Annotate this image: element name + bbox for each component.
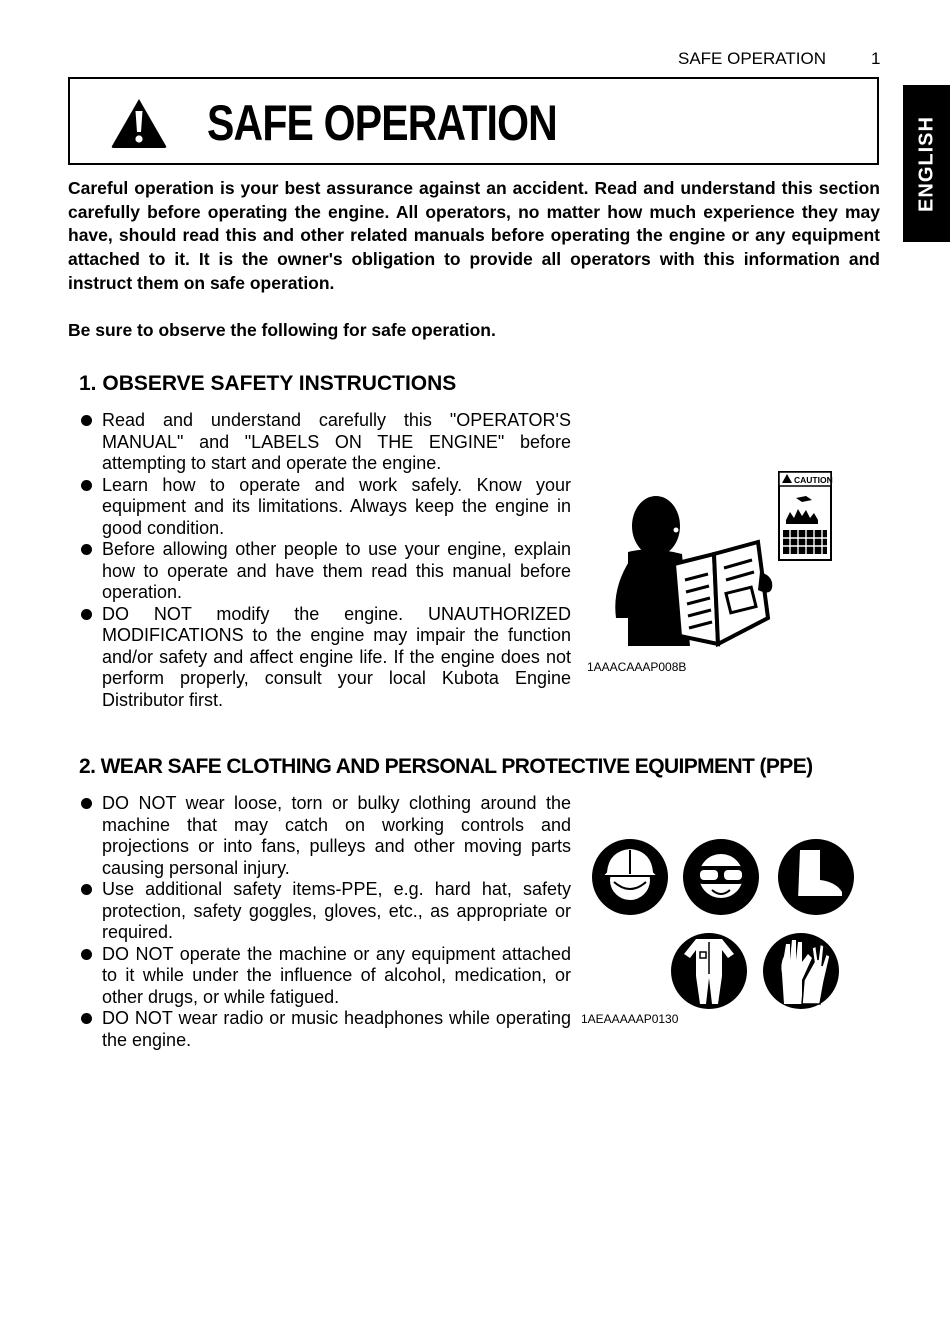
section-1-number: 1. bbox=[79, 372, 97, 395]
caution-label-text: CAUTION bbox=[794, 475, 833, 485]
section-1-bullet-list bbox=[80, 410, 571, 711]
bullet-icon bbox=[81, 884, 92, 895]
list-item-text: Read and understand carefully this "OPERATOR'S MANUAL" and "LABELS ON THE ENGINE" before attempting to start and operate the engine. bbox=[102, 410, 571, 473]
list-item-text: Before allowing other people to use your engine, explain how to operate and have them read this manual before operation. bbox=[102, 539, 571, 602]
list-item-text: DO NOT modify the engine. UNAUTHORIZED MODIFICATIONS to the engine may impair the function and/or safety and affect engine life. If the engine does not perform properly, consult your local Kubota Engine Distributor first. bbox=[102, 603, 571, 710]
list-item bbox=[80, 1008, 571, 1051]
warning-triangle-icon bbox=[110, 97, 168, 149]
section-2-title: WEAR SAFE CLOTHING AND PERSONAL PROTECTIVE EQUIPMENT (PPE) bbox=[100, 755, 813, 778]
bullet-icon bbox=[81, 609, 92, 620]
list-item bbox=[80, 879, 571, 944]
coverall-icon bbox=[671, 933, 747, 1009]
observe-line: Be sure to observe the following for safe operation. bbox=[68, 320, 496, 340]
hard-hat-icon bbox=[592, 839, 668, 915]
running-header-title: SAFE OPERATION bbox=[678, 49, 826, 68]
bullet-icon bbox=[81, 798, 92, 809]
figure-2-code: 1AEAAAAAP0130 bbox=[581, 1012, 679, 1026]
bullet-icon bbox=[81, 544, 92, 555]
language-tab bbox=[903, 85, 950, 242]
list-item bbox=[80, 793, 571, 879]
safety-goggles-icon bbox=[683, 839, 759, 915]
gloves-icon bbox=[763, 933, 839, 1009]
section-2-bullet-list bbox=[80, 793, 571, 1051]
list-item bbox=[80, 410, 571, 475]
person-reading-manual-icon bbox=[590, 468, 836, 648]
list-item bbox=[80, 604, 571, 712]
list-item-text: Use additional safety items-PPE, e.g. hard hat, safety protection, safety goggles, gloves, etc., as appropriate or required. bbox=[102, 879, 571, 942]
bullet-icon bbox=[81, 949, 92, 960]
list-item-text: DO NOT operate the machine or any equipment attached to it while under the influence of alcohol, medication, or other drugs, or while fatigued. bbox=[102, 943, 571, 1007]
list-item bbox=[80, 475, 571, 540]
bullet-icon bbox=[81, 480, 92, 491]
list-item-text: DO NOT wear radio or music headphones while operating the engine. bbox=[102, 1008, 571, 1050]
page-number: 1 bbox=[871, 49, 881, 68]
safety-boot-icon bbox=[778, 839, 854, 915]
section-1-title: OBSERVE SAFETY INSTRUCTIONS bbox=[102, 372, 457, 395]
figure-1-code: 1AAACAAAP008B bbox=[587, 660, 687, 674]
section-2-number: 2. bbox=[79, 755, 96, 778]
list-item-text: Learn how to operate and work safely. Know your equipment and its limitations. Always keep the engine in good condition. bbox=[102, 474, 571, 538]
intro-paragraph: Careful operation is your best assurance against an accident. Read and understand this section carefully before operating the engine. All operators, no matter how much experience they may have, should read this and other related manuals before operating the engine or any equipment attached to it. It is the owner's obligation to provide all operators with this information and instruct them on safe operation. bbox=[68, 178, 880, 293]
bullet-icon bbox=[81, 415, 92, 426]
list-item-text: DO NOT wear loose, torn or bulky clothing around the machine that may catch on working controls and projections or into fans, pulleys and other moving parts causing personal injury. bbox=[102, 793, 571, 878]
language-tab-label: ENGLISH bbox=[915, 115, 937, 212]
ppe-icons-figure bbox=[588, 836, 858, 1016]
list-item bbox=[80, 539, 571, 604]
title-box bbox=[68, 77, 879, 165]
section-2-heading bbox=[79, 754, 813, 780]
bullet-icon bbox=[81, 1013, 92, 1024]
page-title: SAFE OPERATION bbox=[207, 95, 557, 151]
section-1-heading bbox=[79, 371, 456, 397]
list-item bbox=[80, 944, 571, 1009]
